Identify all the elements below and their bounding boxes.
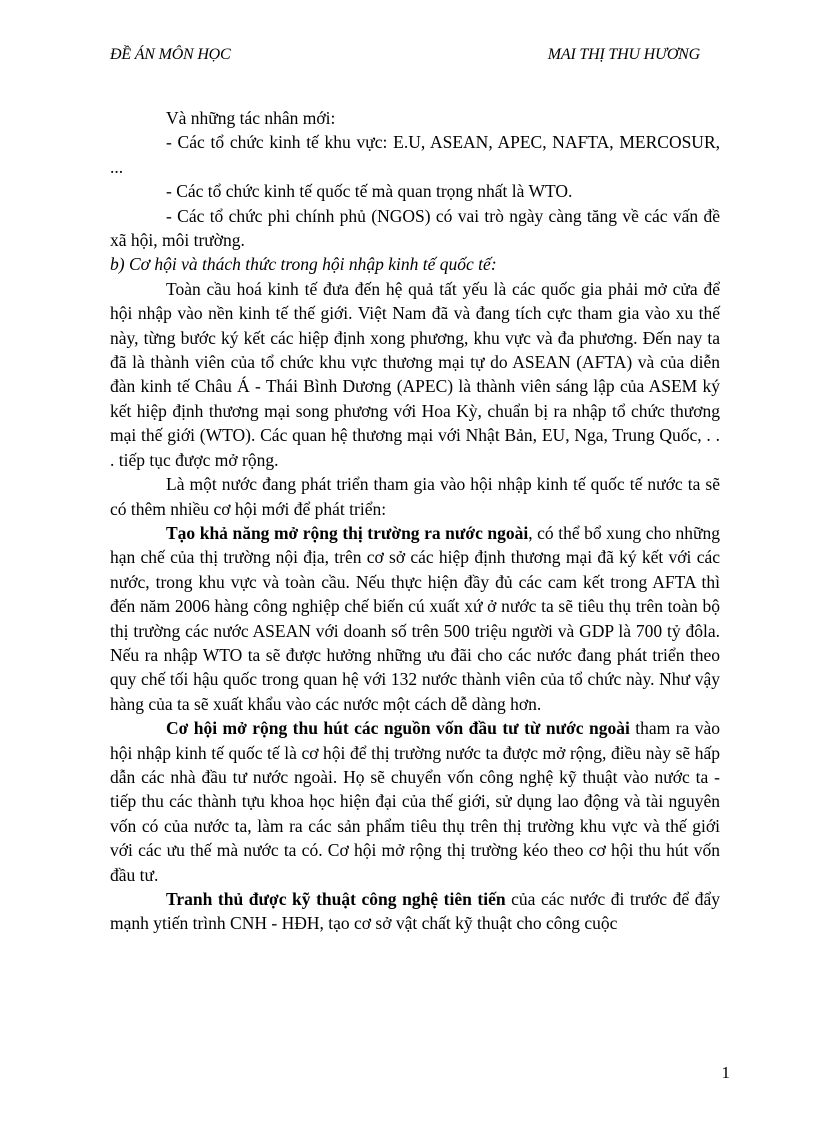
paragraph-opportunities-intro: Là một nước đang phát triển tham gia vào hội nhập kinh tế quốc tế nước ta sẽ có thêm nhiều cơ hội mới để phát triển: <box>110 474 720 519</box>
technology-text: của các nước đi trước để đẩy mạnh ytiến trình CNH - HĐH, tạo cơ sở vật chất kỹ thuật cho công cuộc <box>110 889 720 934</box>
intro-new-actors: Và những tác nhân mới: <box>166 108 336 128</box>
section-subheading: b) Cơ hội và thách thức trong hội nhập kinh tế quốc tế: <box>110 254 497 275</box>
page-number: 1 <box>721 1063 730 1082</box>
investment-heading: Cơ hội mở rộng thu hút các nguồn vốn đầu tư từ nước ngoài <box>166 718 630 739</box>
market-expansion-heading: Tạo khả năng mở rộng thị trường ra nước ngoài <box>166 522 529 543</box>
page-header <box>110 46 700 68</box>
header-course-title: ĐỀ ÁN MÔN HỌC <box>110 46 231 63</box>
paragraph-investment <box>110 716 720 887</box>
market-expansion-text: , có thể bổ xung cho những hạn chế của thị trường nội địa, trên cơ sở các hiệp định thương mại đã ký kết với các nước, trong khu vực và toàn cầu. Nếu thực hiện đầy đủ các cam kết trong AFTA thì đến năm 2006 hàng công nghiệp chế biến cú xuất xứ ở nước ta sẽ tiêu thụ trên toàn bộ thị trường các nước ASEAN với doanh số trên 500 triệu người và GDP là 700 tỷ đôla. Nếu ra nhập WTO ta sẽ được hưởng những ưu đãi cho các nước đang phát triển theo quy chế tối hậu quốc trong quan hệ với 132 nước thành viên của tổ chức này. Như vậy hàng của ta sẽ xuất khẩu vào các nước một cách dễ dàng hơn. <box>110 522 720 714</box>
investment-text: tham ra vào hội nhập kinh tế quốc tế là cơ hội để thị trường nước ta được mở rộng, điều này sẽ hấp dẫn các nhà đầu tư nước ngoài. Họ sẽ chuyển vốn công nghệ kỹ thuật vào nước ta - tiếp thu các thành tựu khoa học hiện đại của thế giới, sử dụng lao động và tài nguyên vốn có của nước ta, làm ra các sản phẩm tiêu thụ trên thị trường khu vực và thế giới với các ưu thế mà nước ta có. Cơ hội mở rộng thị trường kéo theo cơ hội thu hút vốn đầu tư. <box>110 718 720 885</box>
document-body <box>110 106 720 936</box>
paragraph-market-expansion <box>110 521 720 716</box>
header-rule <box>110 72 720 73</box>
technology-heading: Tranh thủ được kỹ thuật công nghệ tiên tiến <box>166 889 506 909</box>
paragraph-technology <box>110 887 720 936</box>
list-item-international-orgs: - Các tổ chức kinh tế quốc tế mà quan trọng nhất là WTO. <box>166 181 573 202</box>
list-item-regional-orgs: - Các tổ chức kinh tế khu vực: E.U, ASEAN, APEC, NAFTA, MERCOSUR, ... <box>110 132 720 177</box>
paragraph-globalization: Toàn cầu hoá kinh tế đưa đến hệ quả tất yếu là các quốc gia phải mở cửa để hội nhập vào nền kinh tế thế giới. Việt Nam đã và đang tích cực tham gia vào xu thế này, từng bước ký kết các hiệp định xong phương, khu vực và đa phương. Đến nay ta đã là thành viên của tổ chức khu vực thương mại tự do ASEAN (AFTA) và của diễn đàn kinh tế Châu Á - Thái Bình Dương (APEC) là thành viên sáng lập của ASEM ký kết hiệp định thương mại song phương với Hoa Kỳ, chuẩn bị ra nhập tổ chức thương mại thế giới (WTO). Các quan hệ thương mại với Nhật Bản, EU, Nga, Trung Quốc, . . . tiếp tục được mở rộng. <box>110 278 720 470</box>
list-item-ngos: - Các tổ chức phi chính phủ (NGOS) có vai trò ngày càng tăng về các vấn đề xã hội, môi trường. <box>110 205 720 251</box>
header-author-name: MAI THỊ THU HƯƠNG <box>547 46 700 63</box>
